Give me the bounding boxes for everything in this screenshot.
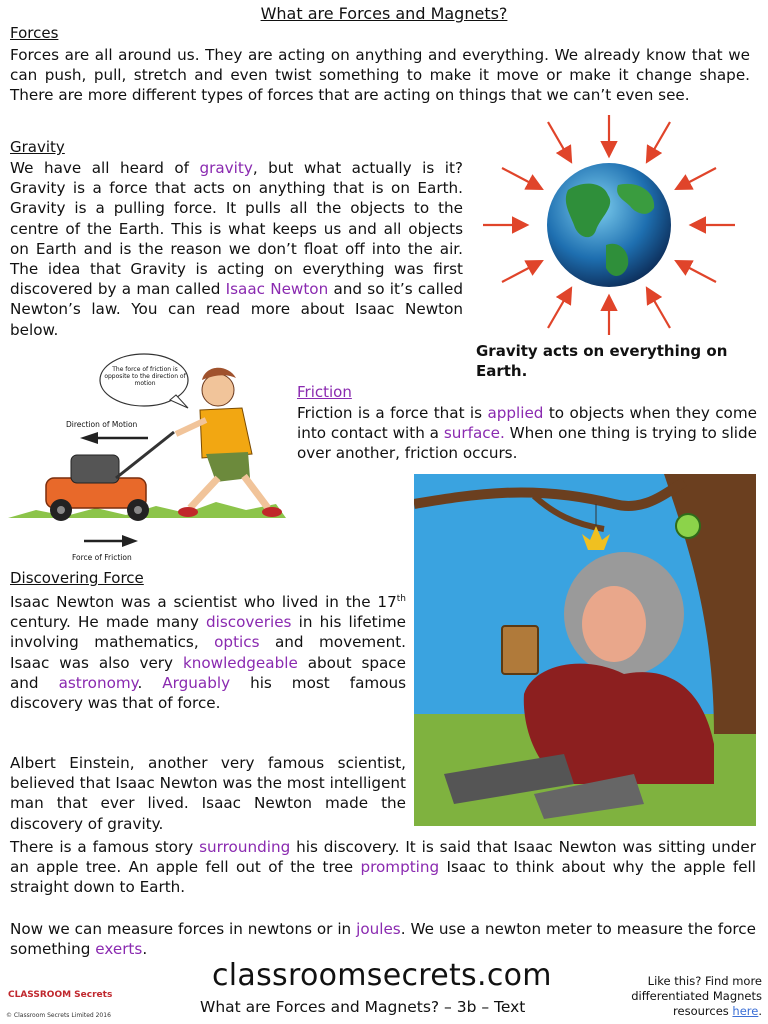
keyword-gravity: gravity [199,159,253,177]
keyword-applied: applied [487,404,544,422]
friction-heading: Friction [297,383,352,401]
story-paragraph: There is a famous story surrounding his discovery. It is said that Isaac Newton was sitting under an apple tree. An apple fell out of the tree prompting Isaac to think about why the apple fell straight down to Earth. [10,838,756,897]
keyword-discoveries: discoveries [206,613,292,632]
force-of-friction-label: Force of Friction [72,553,132,562]
classroom-secrets-logo: CLASSROOM Secrets [8,990,113,1000]
keyword-isaac-newton: Isaac Newton [225,280,329,299]
direction-of-motion-label: Direction of Motion [66,420,138,429]
einstein-paragraph: Albert Einstein, another very famous scientist, believed that Isaac Newton was the most intelligent man that ever lived. Isaac Newton made the discovery of gravity. [10,754,406,833]
resources-link[interactable]: here [732,1004,759,1018]
measure-paragraph: Now we can measure forces in newtons or in joules. We use a newton meter to measure the force something exerts. [10,920,756,959]
discovering-paragraph: Isaac Newton was a scientist who lived in the 17th century. He made many discoveries in his lifetime involving mathematics, optics and movement. Isaac was also very knowledgeable about space and astronomy. Arguably his most famous discovery was that of force. [10,593,407,713]
lawnmower-illustration [6,350,288,565]
keyword-prompting: prompting [360,858,440,877]
earth-gravity-illustration [478,110,758,340]
gravity-caption: Gravity acts on everything on Earth. [476,342,728,380]
page-title: What are Forces and Magnets? [260,4,508,23]
gravity-paragraph: We have all heard of gravity, but what actually is it? Gravity is a force that acts on anything that is on Earth. Gravity is a pulling force. It pulls all the objects to the centre of the Earth. This is what keeps us and all objects on Earth and is the reason we don’t float off into the air. The idea that Gravity is acting on everything was first discovered by a man called Isaac Newton and so it’s called Newton’s law. You can read more about Isaac Newton below. [10,159,463,339]
motion-arrow [80,432,98,444]
gravity-heading: Gravity [10,138,65,156]
keyword-arguably: Arguably [162,673,231,692]
keyword-surface: surface. [443,424,505,443]
newton-apple-tree-illustration [414,474,756,826]
footer-promo: Like this? Find more differentiated Magnets resources here. [631,974,762,1018]
keyword-optics: optics [214,633,260,652]
keyword-astronomy: astronomy [58,673,138,692]
footer-brand: classroomsecrets.com [212,958,552,993]
footer-subtitle: What are Forces and Magnets? – 3b – Text [200,998,526,1016]
discovering-force-heading: Discovering Force [10,569,144,587]
friction-arrow [122,535,138,547]
keyword-knowledgeable: knowledgeable [182,653,298,672]
speech-bubble-text: The force of friction is opposite to the direction of motion [104,366,186,387]
forces-heading: Forces [10,24,59,42]
friction-paragraph: Friction is a force that is applied to objects when they come into contact with a surface. When one thing is trying to slide over another, friction occurs. [297,404,758,463]
keyword-exerts: exerts [95,940,143,959]
forces-paragraph: Forces are all around us. They are acting on anything and everything. We already know that we can push, pull, stretch and even twist something to make it move or make it change shape. There are more different types of forces that are acting on things that we can’t even see. [10,46,750,105]
copyright-notice: © Classroom Secrets Limited 2016 [6,1012,111,1019]
apple [676,514,700,538]
keyword-surrounding: surrounding [199,838,291,856]
keyword-joules: joules [356,920,401,938]
